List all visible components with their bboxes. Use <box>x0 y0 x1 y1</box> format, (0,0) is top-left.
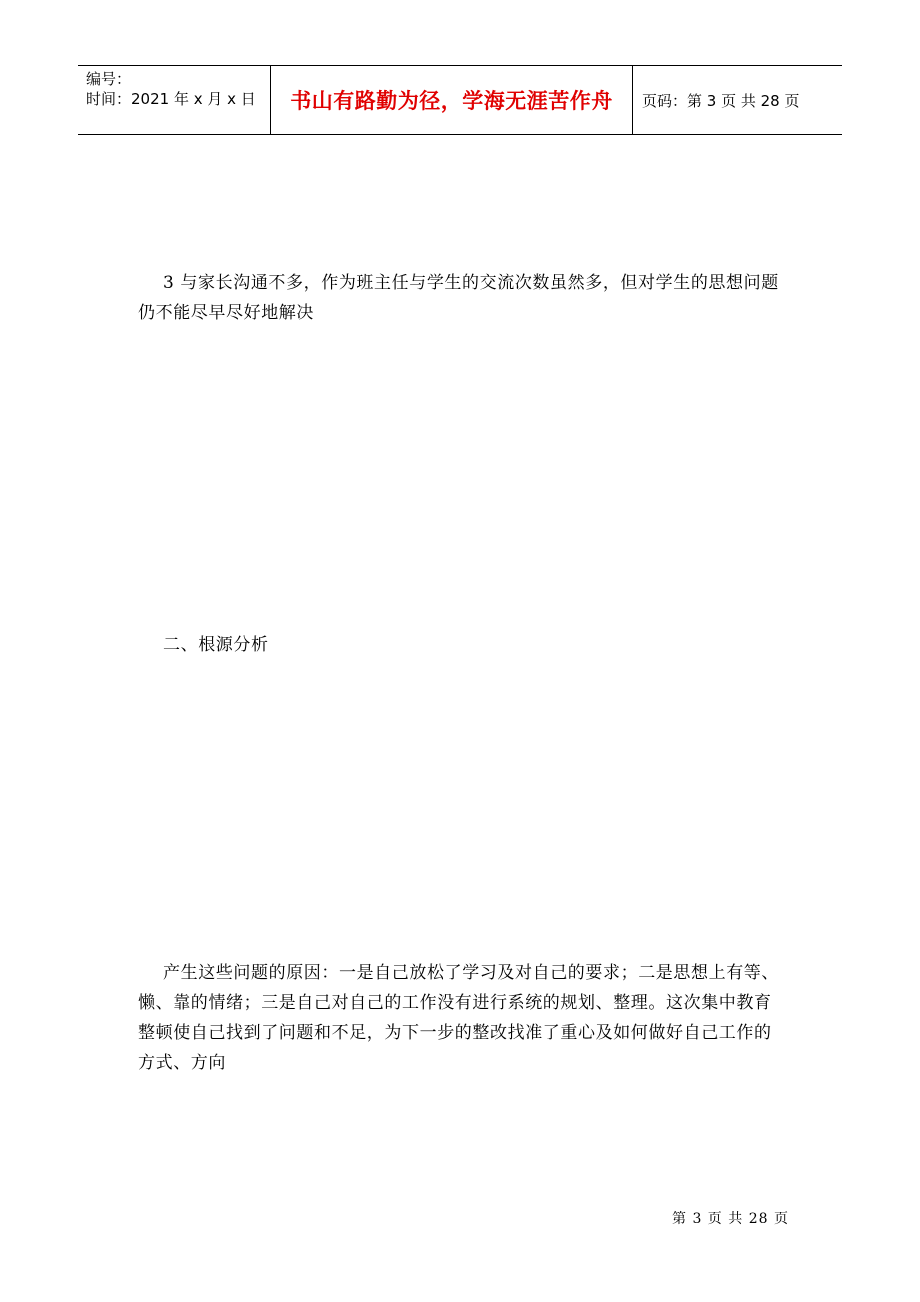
body-paragraph-2: 产生这些问题的原因：一是自己放松了学习及对自己的要求；二是思想上有等、懒、靠的情绪；三是自己对自己的工作没有进行系统的规划、整理。这次集中教育整顿使自己找到了问题和不足，为下一步的整改找准了重心及如何做好自己工作的方式、方向 <box>138 963 779 1073</box>
header-page-info: 页码：第 3 页 共 28 页 <box>642 91 800 110</box>
body-paragraph-1: 3 与家长沟通不多，作为班主任与学生的交流次数虽然多，但对学生的思想问题仍不能尽早尽好地解决 <box>138 273 779 323</box>
header-slogan-cell <box>271 66 633 134</box>
header-page-cell <box>633 66 842 134</box>
document-number-label: 编号： <box>86 70 132 88</box>
page-footer: 第 3 页 共 28 页 <box>672 1211 789 1227</box>
section-heading: 二、根源分析 <box>163 635 269 655</box>
header-meta-cell <box>78 66 271 134</box>
page-header <box>78 65 842 135</box>
document-time-label: 时间：2021 年 x 月 x 日 <box>86 90 256 108</box>
header-slogan: 书山有路勤为径，学海无涯苦作舟 <box>290 89 613 113</box>
